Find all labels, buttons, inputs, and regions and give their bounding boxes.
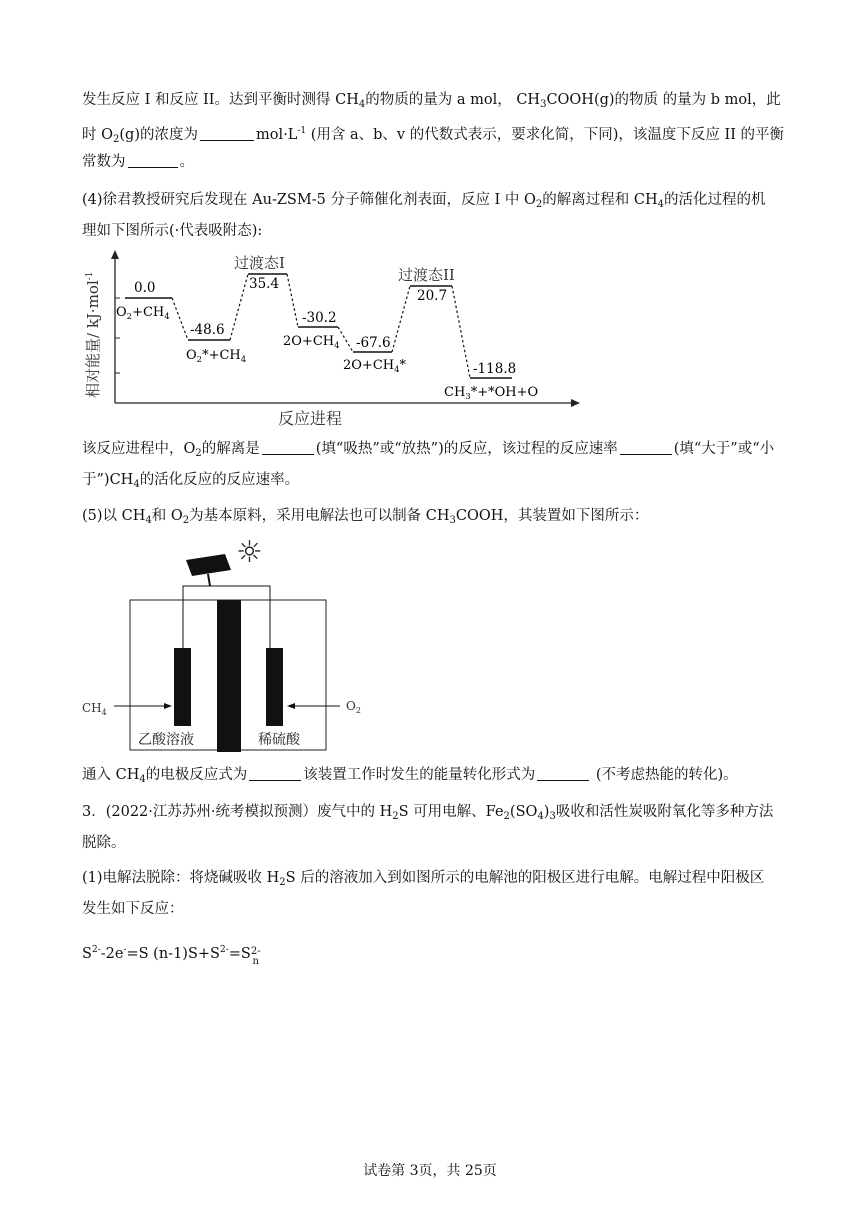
subsup <box>251 947 261 967</box>
text: (SO <box>509 804 538 820</box>
subscript: 4 <box>139 774 146 785</box>
y-axis-arrow <box>111 250 119 259</box>
text: 3．(2022·江苏苏州·统考模拟预测）废气中的 H <box>82 804 393 820</box>
level-value-1: -48.6 <box>190 322 225 338</box>
problem-3-line-2: 脱除。 <box>82 835 126 851</box>
solar-panel-stand <box>208 574 210 586</box>
transition-state-2: 过渡态II <box>398 266 455 284</box>
paragraph-4-line-1 <box>82 190 766 215</box>
answer-blank[interactable] <box>537 766 589 781</box>
text: 吸收和活性炭吸附氧化等多种方法 <box>555 804 774 820</box>
text: -2e <box>100 946 124 962</box>
text: (不考虑热能的转化)。 <box>591 767 738 783</box>
text: 常数为 <box>82 154 126 170</box>
subscript: 4 <box>657 199 664 210</box>
text: 时 O <box>82 127 113 143</box>
paragraph-3-line-3 <box>82 152 194 172</box>
text: S 后的溶液加入到如图所示的电解池的阳极区进行电解。电解过程中阳极区 <box>285 870 765 886</box>
superscript: - <box>123 945 127 955</box>
text: (用含 a、b、v 的代数式表示，要求化简，下同)，该温度下反应 II 的平衡 <box>310 127 785 143</box>
subscript: 3 <box>540 99 547 110</box>
question-5-line <box>82 765 738 790</box>
membrane <box>217 600 241 752</box>
text: (1)电解法脱除：将烧碱吸收 H <box>82 870 280 886</box>
level-value-3: -30.2 <box>302 310 337 326</box>
superscript: 2- <box>250 946 261 957</box>
text: (填“吸热”或“放热”)的反应，该过程的反应速率 <box>315 441 618 457</box>
level-value-4: -67.6 <box>356 335 391 351</box>
sun-icon: ☼ <box>236 535 263 570</box>
text: 的解离是 <box>201 441 260 457</box>
species-label-1: $O_2*+CH_4$ <box>186 348 247 365</box>
text: (4)徐君教授研究后发现在 Au-ZSM-5 分子筛催化剂表面，反应 I 中 O <box>82 192 536 208</box>
level-value-0: 0.0 <box>134 280 156 296</box>
x-axis-arrow <box>571 399 580 407</box>
solar-panel-icon <box>186 554 231 576</box>
text: S <box>82 946 92 962</box>
problem-3-part-1-line-2: 发生如下反应： <box>82 901 184 917</box>
answer-blank[interactable] <box>620 440 672 455</box>
right-gas-label: $O_2$ <box>346 699 361 715</box>
subscript: 2 <box>195 448 202 459</box>
left-solution-label: 乙酸溶液 <box>138 732 194 748</box>
level-value-5: 20.7 <box>417 288 448 304</box>
text: =S (n-1)S+S <box>126 946 220 962</box>
species-label-0: $O_2+CH_4$ <box>116 305 170 322</box>
anode-reaction-equation <box>82 940 261 967</box>
subscript: 3 <box>449 515 456 526</box>
x-axis-label: 反应进程 <box>278 409 343 428</box>
text: (g)的浓度为 <box>119 127 198 143</box>
y-axis-label: 相对能量/ kJ·mol$^{-1}$ <box>84 271 102 398</box>
paragraph-3-line-1 <box>82 90 781 115</box>
question-4-line-1 <box>82 439 774 464</box>
text: 通入 CH <box>82 767 140 783</box>
text: S 可用电解、Fe <box>398 804 504 820</box>
subscript: 2 <box>392 811 399 822</box>
text: ) <box>543 804 550 820</box>
species-label-4: $2O+CH_4*$ <box>343 358 407 375</box>
subscript: 2 <box>503 811 510 822</box>
species-label-6: $CH_3*+*OH+O$ <box>444 385 539 402</box>
text: COOH，其装置如下图所示： <box>455 508 649 524</box>
subscript: 4 <box>133 479 140 490</box>
text: COOH(g)的物质 的量为 b mol，此 <box>546 92 781 108</box>
energy-profile-diagram <box>80 248 590 433</box>
left-electrode <box>174 648 191 726</box>
text: 的活化过程的机 <box>664 192 766 208</box>
paragraph-5-line-1 <box>82 506 648 531</box>
text: 和 O <box>151 508 183 524</box>
text: 该反应进程中，O <box>82 441 196 457</box>
paragraph-3-line-2 <box>82 121 784 150</box>
answer-blank[interactable] <box>262 440 314 455</box>
answer-blank[interactable] <box>200 126 254 141</box>
level-value-2: 35.4 <box>249 276 280 292</box>
text: 的电极反应式为 <box>145 767 248 783</box>
subscript: 2 <box>113 134 120 145</box>
transition-state-1: 过渡态I <box>234 254 285 272</box>
superscript: -1 <box>297 126 307 136</box>
subscript: 3 <box>549 811 556 822</box>
text: 于”)CH <box>82 472 134 488</box>
right-electrode <box>266 648 283 726</box>
text: (填“大于”或“小 <box>673 441 775 457</box>
level-value-6: -118.8 <box>473 361 517 377</box>
subscript: 2 <box>279 877 286 888</box>
electrolysis-cell-diagram <box>78 530 378 755</box>
subscript: 4 <box>358 99 366 110</box>
text: (5)以 CH <box>82 508 146 524</box>
page-footer: 试卷第 3页，共 25页 <box>363 1163 497 1179</box>
question-4-line-2 <box>82 470 299 495</box>
subscript: 4 <box>145 515 152 526</box>
text: 发生反应 I 和反应 II。达到平衡时测得 CH <box>82 92 359 108</box>
superscript: 2- <box>219 945 229 955</box>
right-solution-label: 稀硫酸 <box>258 732 300 748</box>
subscript: 4 <box>537 811 544 822</box>
text: mol·L <box>255 127 298 143</box>
right-gas-arrowhead <box>287 703 295 709</box>
subscript: 2 <box>535 199 543 210</box>
answer-blank[interactable] <box>128 153 178 168</box>
text: 的活化反应的反应速率。 <box>139 472 300 488</box>
text: 为基本原料，采用电解法也可以制备 CH <box>189 508 450 524</box>
text: 的物质的量为 a mol， CH <box>365 92 541 108</box>
text: =S <box>228 946 251 962</box>
problem-3-line-1 <box>82 802 773 827</box>
subscript: 2 <box>182 515 190 526</box>
problem-3-part-1-line-1 <box>82 868 764 893</box>
superscript: 2- <box>91 945 101 955</box>
paragraph-4-line-2: 理如下图所示(·代表吸附态): <box>82 223 263 239</box>
text: 。 <box>179 154 194 170</box>
text: 该装置工作时发生的能量转化形式为 <box>303 767 536 783</box>
subscript: n <box>252 956 259 967</box>
text: 的解离过程和 CH <box>542 192 658 208</box>
left-gas-label: $CH_4$ <box>82 701 107 717</box>
left-gas-arrowhead <box>164 703 172 709</box>
answer-blank[interactable] <box>249 766 301 781</box>
species-label-3: $2O+CH_4$ <box>283 334 340 351</box>
